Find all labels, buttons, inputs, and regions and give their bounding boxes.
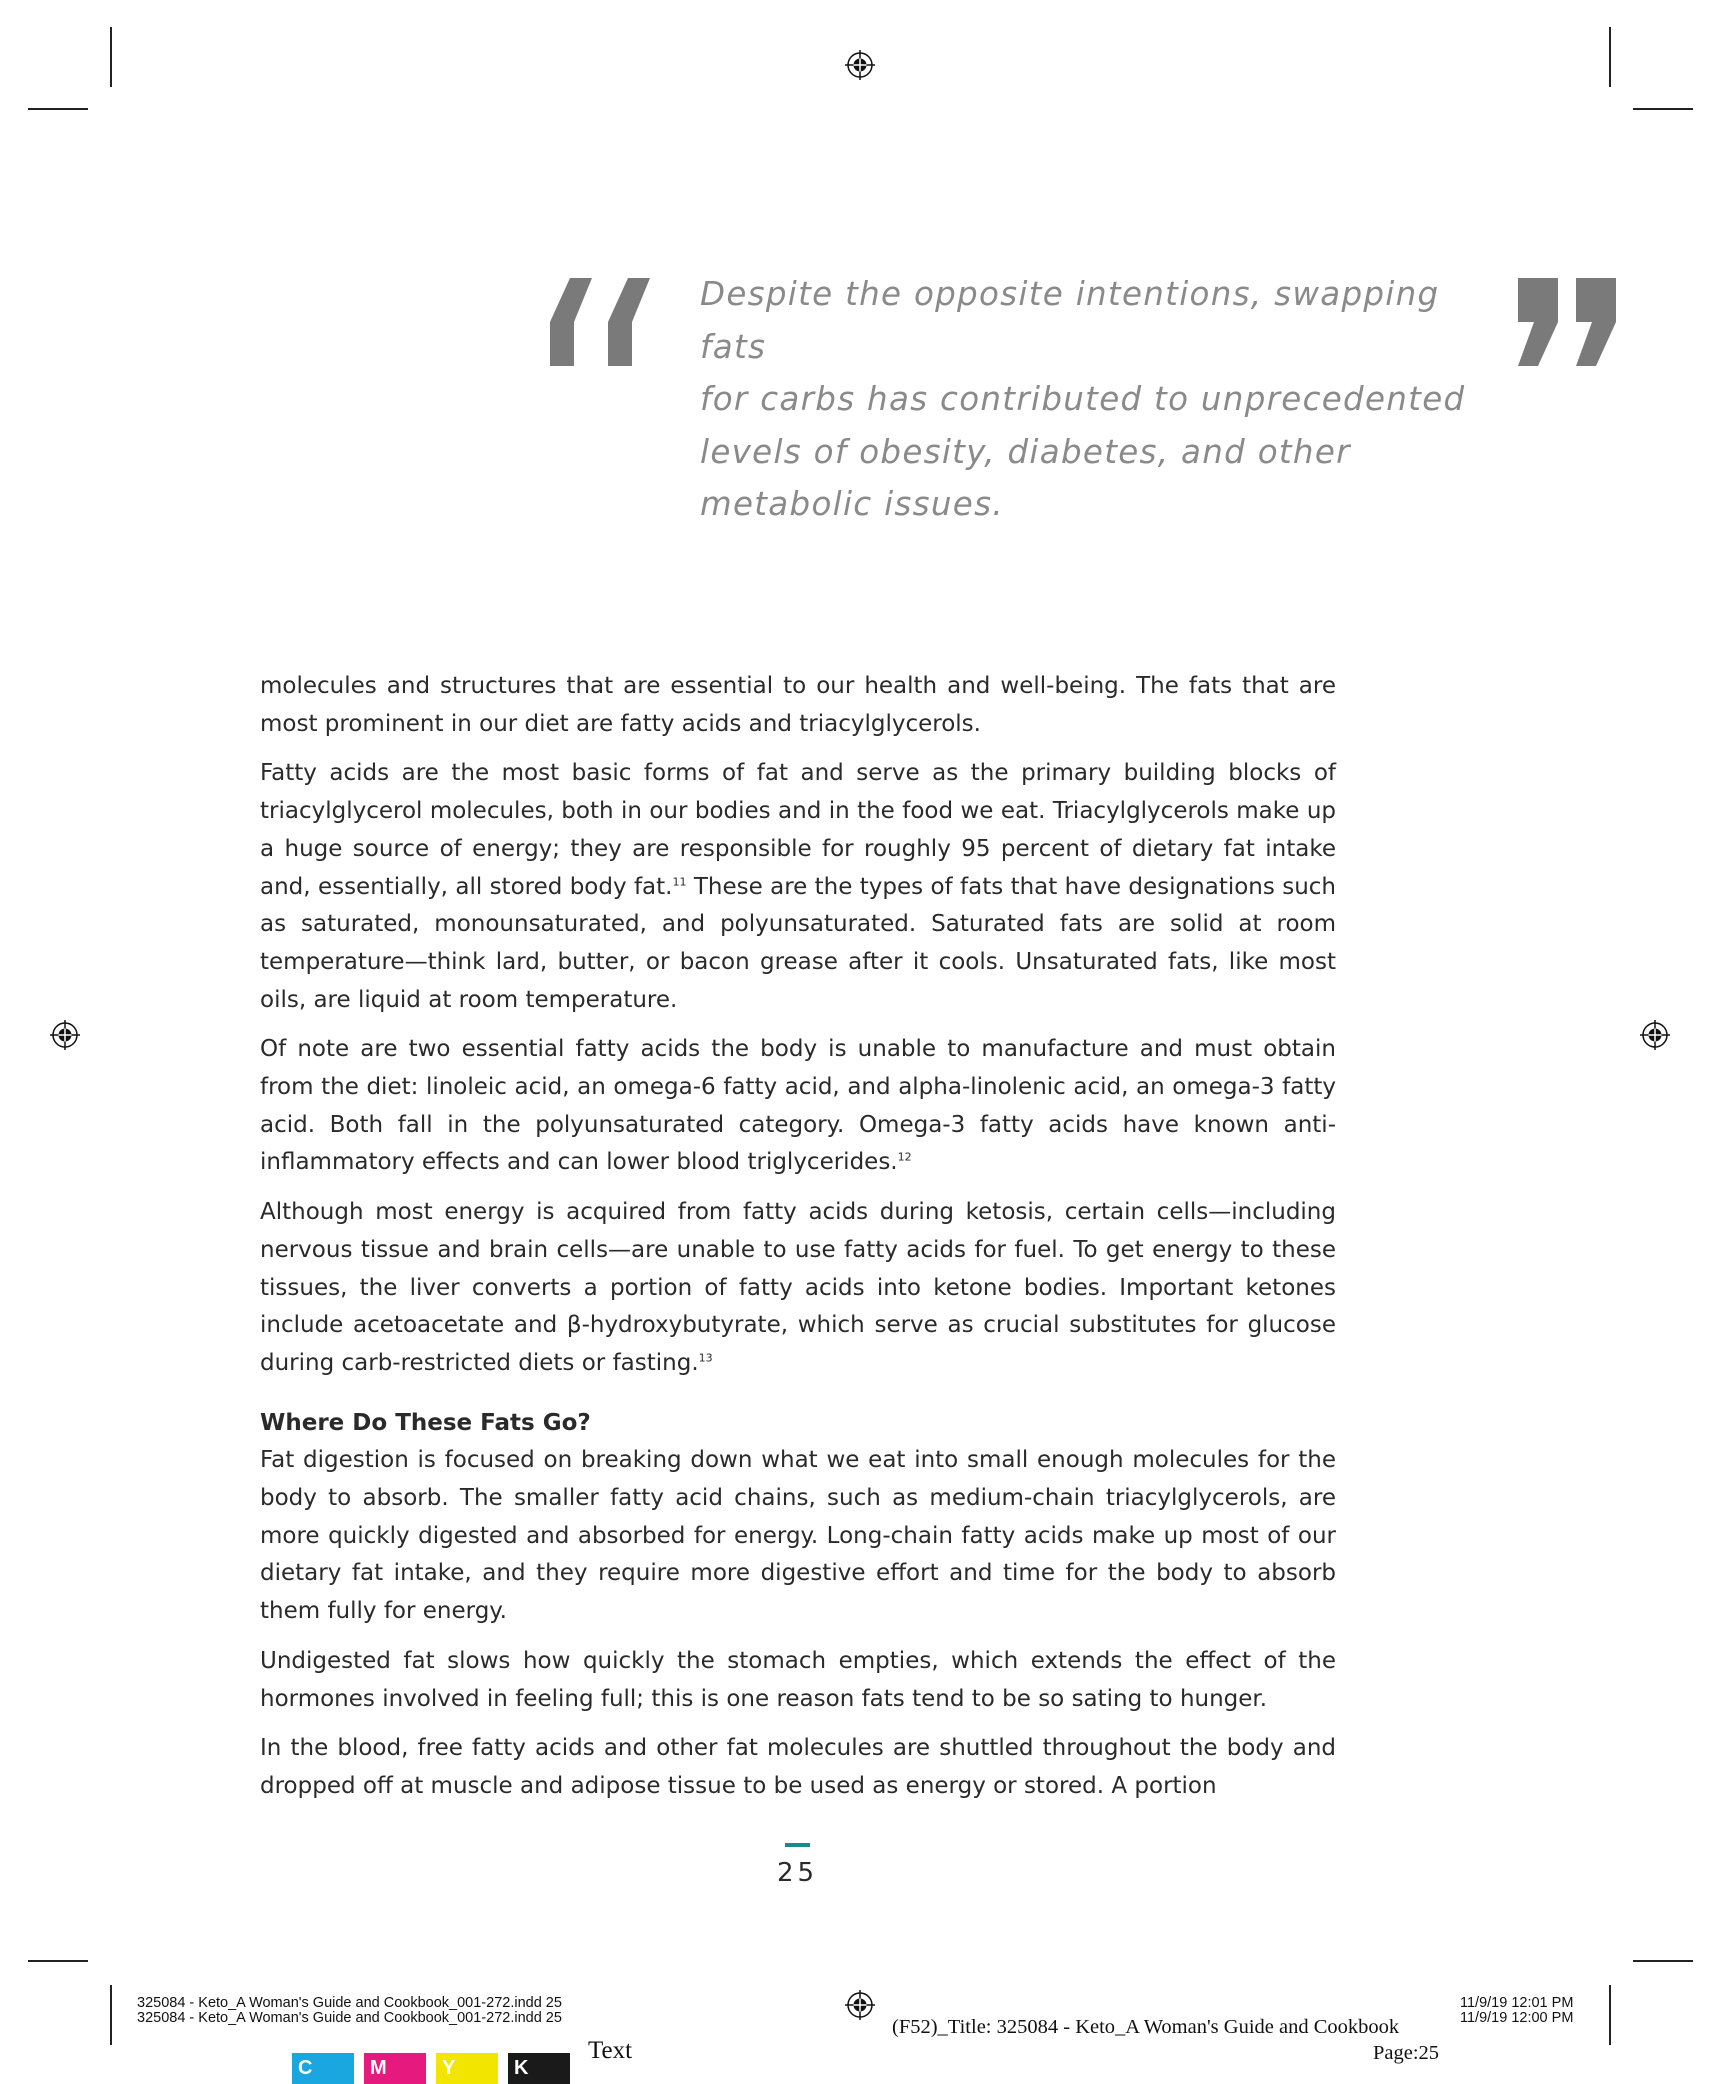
slug-file-line: 325084 - Keto_A Woman's Guide and Cookbook_001-272.indd 25 — [137, 1995, 562, 2011]
pull-quote — [700, 268, 1480, 531]
crop-mark-top-left-v — [110, 27, 112, 87]
paragraph — [260, 1031, 1336, 1182]
pull-quote-line: Despite the opposite intentions, swapping fats — [700, 275, 1440, 366]
page-number: 25 — [776, 1858, 819, 1888]
open-quote-icon — [548, 278, 658, 370]
registration-mark-left-icon — [50, 1020, 80, 1050]
section-heading: Where Do These Fats Go? — [260, 1409, 591, 1436]
registration-mark-right-icon — [1640, 1020, 1670, 1050]
slug-date: 11/9/19 12:01 PM — [1460, 1995, 1574, 2011]
slug-date: 11/9/19 12:00 PM — [1460, 2010, 1574, 2026]
pull-quote-line: levels of obesity, diabetes, and other — [700, 432, 1351, 471]
footnote-ref: 13 — [698, 1351, 713, 1365]
slug-file-line: 325084 - Keto_A Woman's Guide and Cookbook_001-272.indd 25 — [137, 2010, 562, 2026]
paragraph — [260, 755, 1336, 1019]
slug-title: (F52)_Title: 325084 - Keto_A Woman's Guide and Cookbook — [892, 2016, 1400, 2038]
crop-mark-top-right-h — [1633, 108, 1693, 110]
footnote-ref: 11 — [672, 874, 687, 888]
swatch-black: K — [508, 2053, 570, 2084]
pull-quote-line: for carbs has contributed to unprecedented — [700, 380, 1466, 418]
body-text — [260, 668, 1336, 1818]
paragraph-text: These are the types of fats that have designations such as saturated, monounsaturated, and polyunsaturated. Saturated fats are solid at room temperature—think lard, butter, or bacon grease after it cools. Unsaturated fats, like most oils, are liquid at room temperature. — [260, 873, 1336, 1013]
crop-mark-top-right-v — [1609, 27, 1611, 87]
close-quote-icon — [1516, 278, 1626, 370]
registration-mark-top-icon — [845, 50, 875, 80]
footnote-ref: 12 — [897, 1150, 912, 1164]
pull-quote-line: metabolic issues. — [700, 485, 1004, 523]
paragraph-text: Although most energy is acquired from fatty acids during ketosis, certain cells—including nervous tissue and brain cells—are unable to use fatty acids for fuel. To get energy to these tissues, the liver converts a portion of fatty acids into ketone bodies. Important ketones include acetoacetate and β-hydroxybutyrate, which serve as crucial substitutes for glucose during carb-restricted diets or fasting. — [260, 1199, 1336, 1376]
paragraph-text: Of note are two essential fatty acids the body is unable to manufacture and must obtain from the diet: linoleic acid, an omega-6 fatty acid, and alpha-linolenic acid, an omega-3 fatty acid. Both fall in the polyunsaturated category. Omega-3 fatty acids have known anti-inflammatory effects and can lower blood triglycerides. — [260, 1036, 1336, 1176]
swatch-magenta: M — [364, 2053, 426, 2084]
paragraph: Undigested fat slows how quickly the stomach empties, which extends the effect of the hormones involved in feeling full; this is one reason fats tend to be so sating to hunger. — [260, 1647, 1336, 1712]
paragraph: In the blood, free fatty acids and other fat molecules are shuttled throughout the body and dropped off at muscle and adipose tissue to be used as energy or stored. A portion — [260, 1735, 1336, 1799]
registration-mark-bottom-icon — [845, 1990, 875, 2020]
paragraph: molecules and structures that are essential to our health and well-being. The fats that are most prominent in our diet are fatty acids and triacylglycerols. — [260, 673, 1336, 737]
swatch-cyan: C — [292, 2053, 354, 2084]
crop-mark-bottom-left-v — [110, 1985, 112, 2045]
crop-mark-bottom-right-v — [1609, 1985, 1611, 2045]
page-number-rule — [785, 1843, 810, 1847]
crop-mark-bottom-right-h — [1633, 1960, 1693, 1962]
slug-page: Page:25 — [1373, 2042, 1440, 2064]
swatch-yellow: Y — [436, 2053, 498, 2084]
crop-mark-top-left-h — [28, 108, 88, 110]
paragraph: Fat digestion is focused on breaking down what we eat into small enough molecules for the body to absorb. The smaller fatty acid chains, such as medium-chain triacylglycerols, are more quickly digested and absorbed for energy. Long-chain fatty acids make up most of our dietary fat intake, and they require more digestive effort and time for the body to absorb them fully for energy. — [260, 1447, 1336, 1625]
plate-label: Text — [588, 2037, 633, 2064]
paragraph-text: Fatty acids are the most basic forms of fat and serve as the primary building blocks of triacylglycerol molecules, both in our bodies and in the food we eat. Triacylglycerols make up a huge source of energy; they are responsible for roughly 95 percent of dietary fat intake and, essentially, all stored body fat. — [260, 760, 1336, 900]
crop-mark-bottom-left-h — [28, 1960, 88, 1962]
paragraph — [260, 1194, 1336, 1383]
